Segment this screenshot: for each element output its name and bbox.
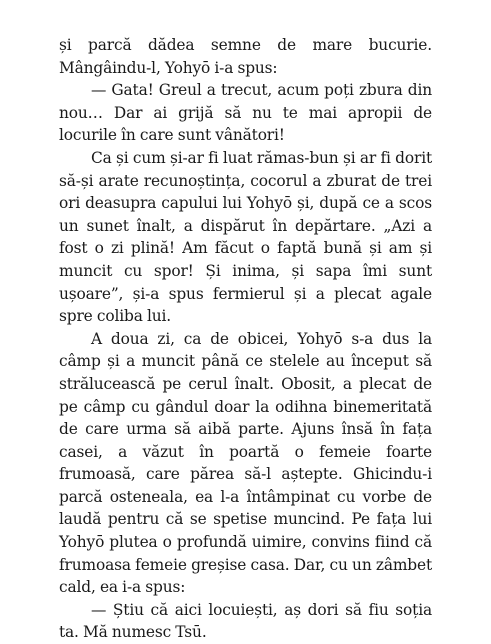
paragraph: Ca și cum și-ar fi luat rămas-bun și ar fi dorit să-și arate recunoștința, cocorul a zburat de trei ori deasupra capului lui Yohyō și, după ce a scos un sunet înalt, a dispărut în depărtare. „Azi a fost o zi plină! Am făcut o faptă bună și am și muncit cu spor! Și inima, și sapa îmi sunt ușoare”, și-a spus fermierul și a plecat agale spre coliba lui. (59, 148, 432, 326)
paragraph: și parcă dădea semne de mare bucurie. Mângâindu-l, Yohyō i-a spus: (59, 36, 432, 77)
body-text (59, 34, 432, 644)
paragraph: A doua zi, ca de obicei, Yohyō s-a dus la câmp și a muncit până ce stelele au început să strălucească pe cerul înalt. Obosit, a plecat de pe câmp cu gândul doar la odihna binemeritată de care urma să aibă parte. Ajuns însă în fața casei, a văzut în poartă o femeie foarte frumoasă, care părea să-l aștepte. Ghicindu-i parcă osteneala, ea l-a întâmpinat cu vorbe de laudă pentru că se spetise muncind. Pe fața lui Yohyō plutea o profundă uimire, convins fiind că frumoasa femeie greșise casa. Dar, cu un zâmbet cald, ea i-a spus: (59, 329, 432, 597)
paragraph: — Știu că aici locuiești, aș dori să fiu soția ta. Mă numesc Tsū. (59, 600, 432, 642)
paragraph: — Gata! Greul a trecut, acum poți zbura din nou… Dar ai grijă să nu te mai apropii de locurile în care sunt vânători! (59, 81, 432, 145)
